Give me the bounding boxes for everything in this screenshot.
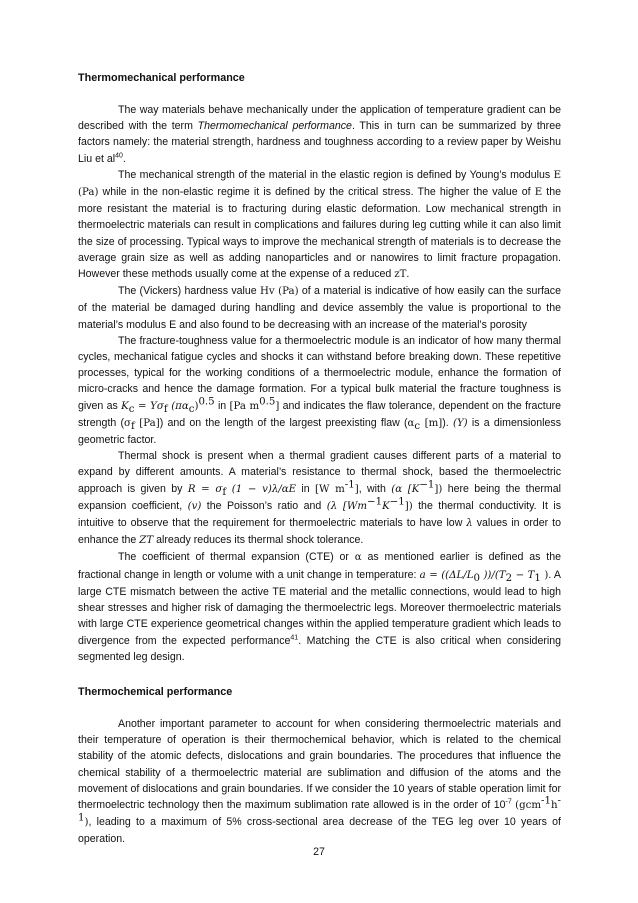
paragraph-cte: The coefficient of thermal expansion (CTE) or α as mentioned earlier is defined as the fractional change in length or volume with a unit change in temperature: $a = ((\Delta L/L_0$ ))$/(T_2 - T_1$ ). A large CTE mismatch between the active TE material and the metallic connections, would lead to high shear stresses and higher risk of damaging the thermoelectric legs. Moreover thermoelectric materials with large CTE experience geometrical changes within the applied temperature gradient which leads to divergence from the expected performance$^{41}$. Matching the CTE is also critical when considering segmented leg design. bbox=[78, 551, 561, 663]
paragraph-fracture-toughness: The fracture-toughness value for a thermoelectric module is an indicator of how many thermal cycles, mechanical fatigue cycles and shocks it can withstand before breaking down. These repetitive processes, typical for the working conditions of a thermoelectric module, enhance the formation of micro-cracks and hence the damage formation. For a typical bulk material the fracture toughness is given as $K_c = Y\sigma_f$ $(\pi\alpha_c)^{0.5}$ in [Pa $m^{0.5}$] and indicates the flaw tolerance, dependent on the fracture strength ($\sigma_f$ [Pa]) and on the length of the largest preexisting flaw ($\alpha_c$ [m]). (Y) is a dimensionless geometric factor. bbox=[78, 334, 562, 447]
paragraph-thermochemical: Another important parameter to account for when considering thermoelectric materials and their temperature of operation is their thermochemical behavior, which is related to the chemical stability of the atomic defects, dislocations and grain boundaries. The procedures that influence the chemical stability of a thermoelectric material are sublimation and diffusion of the atoms and the movement of dislocations and grain boundaries. If we consider the 10 years of stable operation limit for thermoelectric technology then the maximum sublimation rate allowed is in the order of $10^{-7}$ $(gcm^{-1}h^{-1})$, leading to a maximum of 5% cross-sectional area decrease of the TEG leg over 10 years of operation. bbox=[78, 717, 561, 846]
section-heading-thermochemical: Thermochemical performance bbox=[78, 685, 233, 698]
paragraph-mechanical-strength: The mechanical strength of the material in the elastic region is defined by Young’s modulus E (Pa) while in the non-elastic regime it is defined by the critical stress. The higher the value of E the more resistant the material is to fracturing during elastic deformation. Low mechanical strength in thermoelectric materials can result in complications and failures during leg cutting while it can also limit the size of processing. Typical ways to improve the mechanical strength of materials is to decrease the average grain size as well as adding nanoparticles and or nanowires to limit fracture propagation. However these methods usually come at the expense of a reduced zT. bbox=[78, 168, 561, 281]
paragraph-hardness: The (Vickers) hardness value Hv (Pa) of a material is indicative of how easily can the surface of the material be damaged during handling and device assembly the value is proportional to the material’s modulus E and also found to be decreasing with an increase of the material’s porosity bbox=[78, 285, 561, 331]
document-page bbox=[78, 70, 561, 848]
section-heading-thermomechanical: Thermomechanical performance bbox=[78, 72, 245, 84]
paragraph-thermal-shock: Thermal shock is present when a thermal gradient causes different parts of a material to expand by different amounts. A material’s resistance to thermal shock, based the thermoelectric approach is given by $R = \sigma_f$ (1 − v)λ/αE in [W $m^{-1}$], with (α $[K^{-1}]$) here being the thermal expansion coefficient, (v) the Poisson’s ratio and (λ $[Wm^{-1}K^{-1}]$) the thermal conductivity. It is intuitive to observe that the requirement for thermoelectric materials to have low λ values in order to enhance the ZT already reduces its thermal shock tolerance. bbox=[78, 450, 561, 547]
citation-40: 40 bbox=[115, 152, 123, 160]
page-number: 27 bbox=[313, 846, 325, 858]
paragraph-intro: The way materials behave mechanically under the application of temperature gradient can be described with the term Thermomechanical performance. This in turn can be summarized by three factors namely: the material strength, hardness and toughness according to a review paper by Weishu Liu et $al^{40}$. bbox=[78, 104, 561, 165]
citation-41: 41 bbox=[290, 633, 299, 641]
